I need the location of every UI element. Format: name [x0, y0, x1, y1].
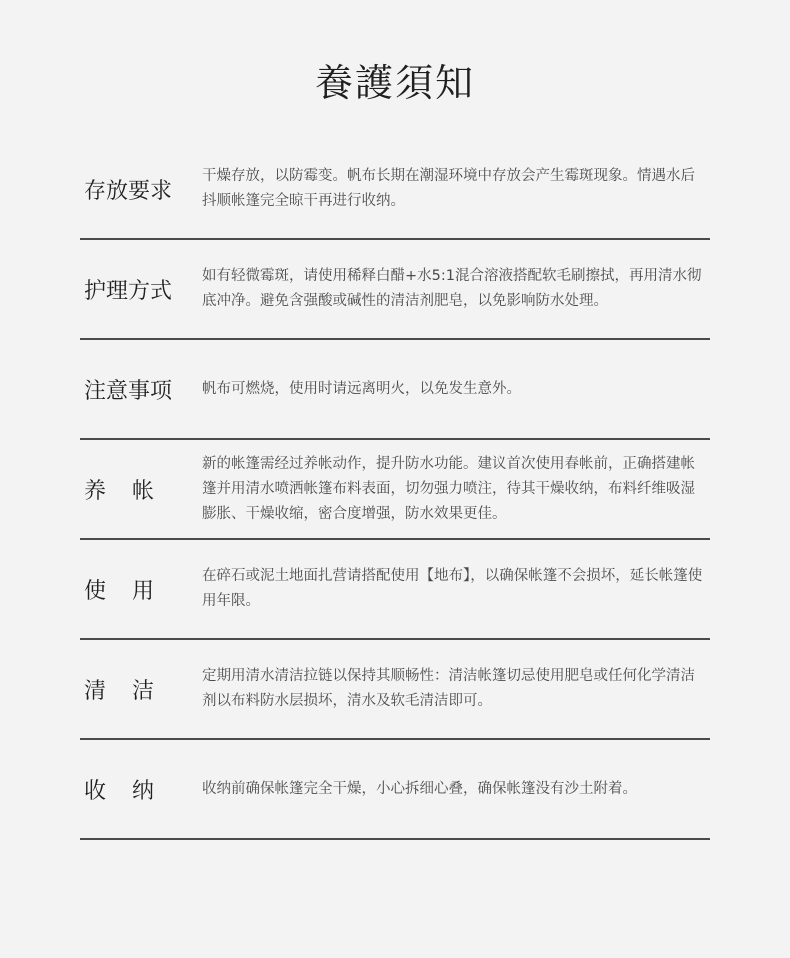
care-item-text: 收纳前确保帐篷完全干燥，小心拆细心叠，确保帐篷没有沙土附着。 [202, 780, 637, 797]
care-item-cleaning [80, 640, 710, 740]
care-item-label: 清洁 [84, 678, 181, 704]
care-item-packing [80, 740, 710, 840]
care-item-text: 新的帐篷需经过养帐动作，提升防水功能。建议首次使用春帐前，正确搭建帐篷并用清水喷洒帐篷布料表面，切勿强力喷注，待其干燥收纳，布料纤维吸湿膨胀、干燥收缩，密合度增强，防水效果更佳。 [202, 455, 695, 522]
care-item-text: 定期用清水清洁拉链以保持其顺畅性：清洁帐篷切忌使用肥皂或任何化学清洁剂以布料防水层损坏，清水及软毛清洁即可。 [202, 668, 695, 709]
care-item-seasoning [80, 440, 710, 540]
care-item-cautions [80, 340, 710, 440]
page-title: 養護須知 [314, 61, 475, 105]
care-item-label: 使用 [84, 578, 181, 604]
care-item-label: 护理方式 [84, 278, 173, 304]
care-instructions-list [80, 140, 710, 840]
care-item-label: 养帐 [84, 478, 181, 504]
care-item-maintenance [80, 240, 710, 340]
care-item-text: 干燥存放，以防霉变。帆布长期在潮湿环境中存放会产生霉斑现象。情遇水后抖顺帐篷完全晾干再进行收纳。 [202, 168, 695, 209]
care-item-label: 收纳 [84, 778, 181, 804]
care-item-label: 存放要求 [84, 178, 173, 204]
care-item-text: 如有轻微霉斑，请使用稀释白醋+水5:1混合溶液搭配软毛刷擦拭，再用清水彻底冲净。避免含强酸或碱性的清洁剂肥皂，以免影响防水处理。 [202, 268, 702, 309]
care-item-text: 在碎石或泥土地面扎营请搭配使用【地布】，以确保帐篷不会损坏，延长帐篷使用年限。 [202, 568, 703, 609]
care-item-storage [80, 140, 710, 240]
care-item-text: 帆布可燃烧，使用时请远离明火，以免发生意外。 [202, 380, 521, 397]
care-item-label: 注意事项 [84, 378, 173, 404]
care-item-usage [80, 540, 710, 640]
